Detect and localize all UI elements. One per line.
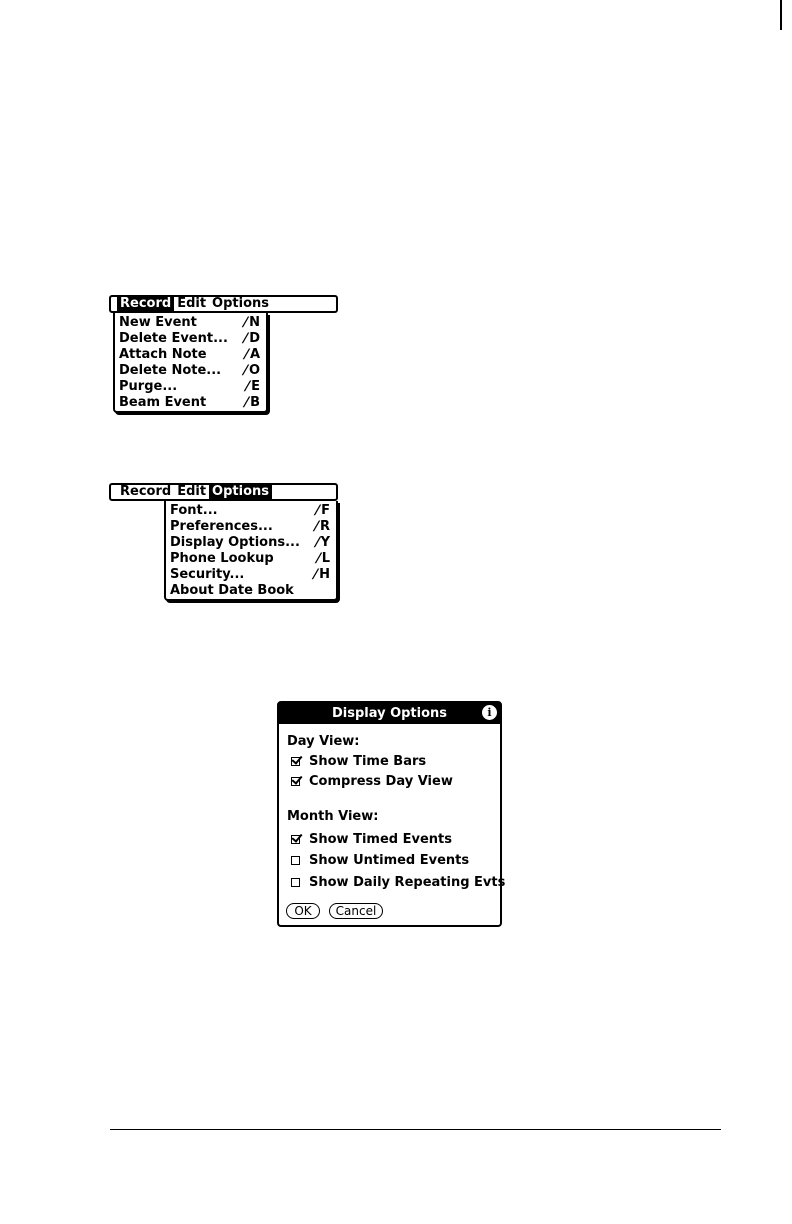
menu-item-shortcut: B — [250, 394, 260, 410]
command-stroke-icon: ∕ — [312, 518, 321, 534]
menu-item-purge[interactable] — [115, 378, 266, 394]
menu-item-new-event[interactable] — [115, 314, 266, 330]
dialog-title-bar — [279, 703, 500, 724]
checkbox-show-time-bars[interactable] — [291, 754, 426, 769]
menu-item-attach-note[interactable] — [115, 346, 266, 362]
command-stroke-icon: ∕ — [312, 534, 322, 550]
menu-item-phone-lookup[interactable] — [166, 550, 336, 566]
checkbox-icon[interactable] — [291, 835, 300, 844]
checkbox-label: Show Untimed Events — [309, 853, 470, 868]
menu-item-label: About Date Book — [170, 582, 294, 598]
menu-item-shortcut: R — [319, 518, 330, 534]
command-stroke-icon: ∕ — [311, 566, 321, 582]
menu-tab-record[interactable]: Record — [120, 484, 172, 499]
menu-tab-edit[interactable]: Edit — [177, 484, 207, 499]
record-menubar — [109, 295, 338, 313]
menu-item-display-options[interactable] — [166, 534, 336, 550]
checkbox-icon[interactable] — [291, 878, 300, 887]
day-view-label: Day View: — [287, 734, 360, 749]
checkbox-label: Show Timed Events — [309, 832, 452, 847]
record-menu-dropdown — [113, 313, 268, 413]
menu-item-shortcut: L — [321, 550, 330, 566]
menu-item-shortcut: Y — [320, 534, 330, 550]
info-icon[interactable]: i — [482, 705, 497, 720]
options-menu-dropdown — [164, 501, 338, 601]
checkbox-label: Compress Day View — [309, 774, 453, 789]
checkbox-icon[interactable] — [291, 757, 300, 766]
command-stroke-icon: ∕ — [243, 378, 253, 394]
ok-button[interactable]: OK — [286, 903, 320, 919]
checkbox-show-daily-repeating-evts[interactable] — [291, 875, 505, 890]
menu-item-label: Delete Note... — [119, 362, 222, 378]
corner-rule — [780, 0, 782, 30]
menu-item-label: New Event — [119, 314, 197, 330]
checkbox-icon[interactable] — [291, 777, 300, 786]
menu-item-label: Purge... — [119, 378, 178, 394]
menu-tab-edit[interactable]: Edit — [177, 296, 207, 311]
menu-item-about-date-book[interactable] — [166, 582, 336, 598]
checkbox-show-untimed-events[interactable] — [291, 853, 469, 868]
menu-tab-record[interactable]: Record — [117, 297, 174, 311]
menu-tab-options[interactable]: Options — [212, 296, 269, 311]
menu-item-shortcut: D — [249, 330, 260, 346]
command-stroke-icon: ∕ — [241, 330, 251, 346]
menu-item-label: Font... — [170, 502, 218, 518]
command-stroke-icon: ∕ — [313, 502, 323, 518]
menu-item-security[interactable] — [166, 566, 336, 582]
checkbox-label: Show Daily Repeating Evts — [309, 875, 506, 890]
menu-item-label: Delete Event... — [119, 330, 228, 346]
menu-item-shortcut: A — [249, 346, 260, 362]
menu-item-label: Beam Event — [119, 394, 207, 410]
menu-item-font[interactable] — [166, 502, 336, 518]
checkbox-show-timed-events[interactable] — [291, 832, 452, 847]
display-options-dialog — [277, 701, 506, 927]
menu-item-label: Display Options... — [170, 534, 300, 550]
menu-item-delete-note[interactable] — [115, 362, 266, 378]
command-stroke-icon: ∕ — [241, 362, 250, 378]
menu-item-beam-event[interactable] — [115, 394, 266, 410]
menu-item-shortcut: O — [248, 362, 260, 378]
cancel-button[interactable]: Cancel — [329, 903, 383, 919]
command-stroke-icon: ∕ — [313, 550, 323, 566]
checkbox-label: Show Time Bars — [309, 754, 427, 769]
dialog-title: Display Options — [331, 706, 448, 721]
footer-rule — [110, 1129, 721, 1130]
command-stroke-icon: ∕ — [242, 394, 252, 410]
checkbox-icon[interactable] — [291, 856, 300, 865]
menu-item-shortcut: F — [321, 502, 330, 518]
menu-item-label: Attach Note — [119, 346, 207, 362]
options-menubar — [109, 483, 338, 501]
menu-item-preferences[interactable] — [166, 518, 336, 534]
checkbox-compress-day-view[interactable] — [291, 774, 453, 789]
month-view-label: Month View: — [287, 809, 379, 824]
menu-item-label: Preferences... — [170, 518, 273, 534]
menu-item-label: Security... — [170, 566, 245, 582]
menu-item-label: Phone Lookup — [170, 550, 274, 566]
menu-item-shortcut: E — [251, 378, 260, 394]
command-stroke-icon: ∕ — [241, 314, 251, 330]
command-stroke-icon: ∕ — [242, 346, 251, 362]
menu-item-delete-event[interactable] — [115, 330, 266, 346]
menu-item-shortcut: N — [249, 314, 260, 330]
menu-item-shortcut: H — [319, 566, 330, 582]
menu-tab-options[interactable]: Options — [209, 485, 272, 499]
